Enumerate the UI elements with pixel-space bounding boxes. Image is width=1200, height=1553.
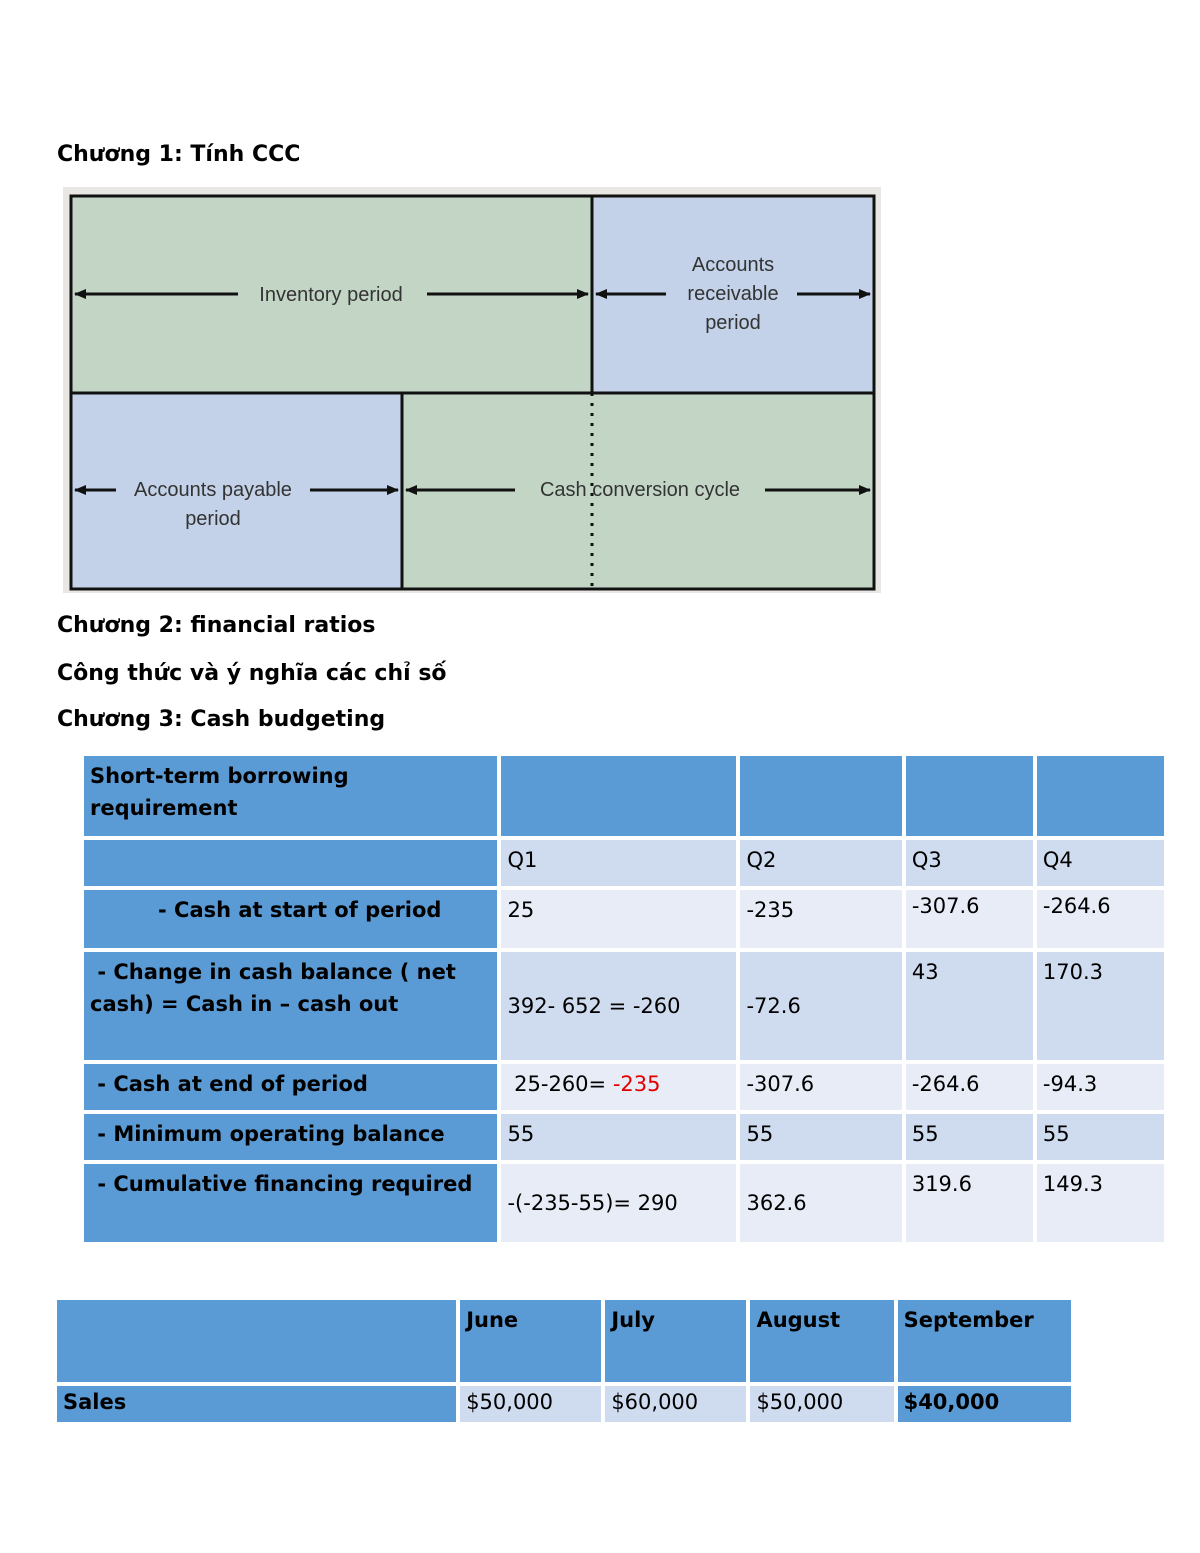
column-header-q2: Q2	[740, 840, 901, 886]
table-cell: 149.3	[1037, 1164, 1164, 1242]
column-header-q4: Q4	[1037, 840, 1164, 886]
table-row	[84, 1164, 1164, 1242]
table-cell: $40,000	[898, 1386, 1071, 1422]
table-row	[84, 756, 1164, 836]
table-row	[84, 952, 1164, 1060]
sales-table	[53, 1296, 1075, 1426]
table-row	[84, 890, 1164, 948]
table-cell: -235	[740, 890, 901, 948]
table-cell: 43	[906, 952, 1033, 1060]
inventory-period-label: Inventory period	[259, 284, 403, 306]
table-cell: -72.6	[740, 952, 901, 1060]
row-label: - Change in cash balance ( net cash) = Cash in – cash out	[84, 952, 497, 1060]
table-cell: 55	[740, 1114, 901, 1160]
table-cell: $50,000	[750, 1386, 893, 1422]
column-header-q3: Q3	[906, 840, 1033, 886]
chapter-2-heading: Chương 2: financial ratios	[57, 613, 376, 638]
table-cell	[906, 756, 1033, 836]
table-row	[84, 1114, 1164, 1160]
negative-result: -235	[612, 1072, 661, 1096]
table-cell: 392- 652 = -260	[501, 952, 736, 1060]
ar-label-line-2: receivable	[687, 283, 779, 305]
ar-label-line-3: period	[705, 312, 761, 334]
chapter-3-heading: Chương 3: Cash budgeting	[57, 707, 386, 732]
ar-label-line-1: Accounts	[691, 254, 775, 276]
chapter-1-heading: Chương 1: Tính CCC	[57, 142, 301, 167]
table-cell: -264.6	[906, 1064, 1033, 1110]
row-label: Sales	[57, 1386, 456, 1422]
chapter-2-subheading: Công thức và ý nghĩa các chỉ số	[57, 661, 447, 686]
table-row	[84, 1064, 1164, 1110]
table-cell	[501, 756, 736, 836]
formula-text: 25-260=	[507, 1072, 613, 1096]
table-cell	[84, 840, 497, 886]
ap-label-line-2: period	[185, 508, 241, 530]
table-cell: -264.6	[1037, 890, 1164, 948]
table-cell: $50,000	[460, 1386, 601, 1422]
ccc-diagram	[63, 187, 881, 593]
table-cell: 362.6	[740, 1164, 901, 1242]
ccc-label: Cash conversion cycle	[539, 479, 741, 501]
table-cell	[1037, 756, 1164, 836]
table-cell: $60,000	[605, 1386, 746, 1422]
table-cell: 55	[501, 1114, 736, 1160]
row-label: - Cash at start of period	[84, 890, 497, 948]
column-header-july: July	[605, 1300, 746, 1382]
column-header-june: June	[460, 1300, 601, 1382]
table-cell: -(-235-55)= 290	[501, 1164, 736, 1242]
table-cell: 319.6	[906, 1164, 1033, 1242]
table-cell: -307.6	[740, 1064, 901, 1110]
table-cell: 55	[1037, 1114, 1164, 1160]
row-label: - Cash at end of period	[84, 1064, 497, 1110]
table-cell	[740, 756, 901, 836]
column-header-august: August	[750, 1300, 893, 1382]
table-cell: -307.6	[906, 890, 1033, 948]
ccc-diagram-svg	[63, 187, 881, 593]
table-row	[84, 840, 1164, 886]
table-cell: 55	[906, 1114, 1033, 1160]
row-label: - Minimum operating balance	[84, 1114, 497, 1160]
column-header-september: September	[898, 1300, 1071, 1382]
column-header-q1: Q1	[501, 840, 736, 886]
table-cell	[501, 1064, 736, 1110]
table-cell: 170.3	[1037, 952, 1164, 1060]
table-row	[57, 1386, 1071, 1422]
table-row	[57, 1300, 1071, 1382]
ap-label-line-1: Accounts payable	[134, 479, 292, 501]
table-cell: -94.3	[1037, 1064, 1164, 1110]
row-label: - Cumulative financing required	[84, 1164, 497, 1242]
borrowing-requirement-table	[80, 752, 1168, 1246]
table-title-cell: Short-term borrowing requirement	[84, 756, 497, 836]
table-cell: 25	[501, 890, 736, 948]
table-cell	[57, 1300, 456, 1382]
